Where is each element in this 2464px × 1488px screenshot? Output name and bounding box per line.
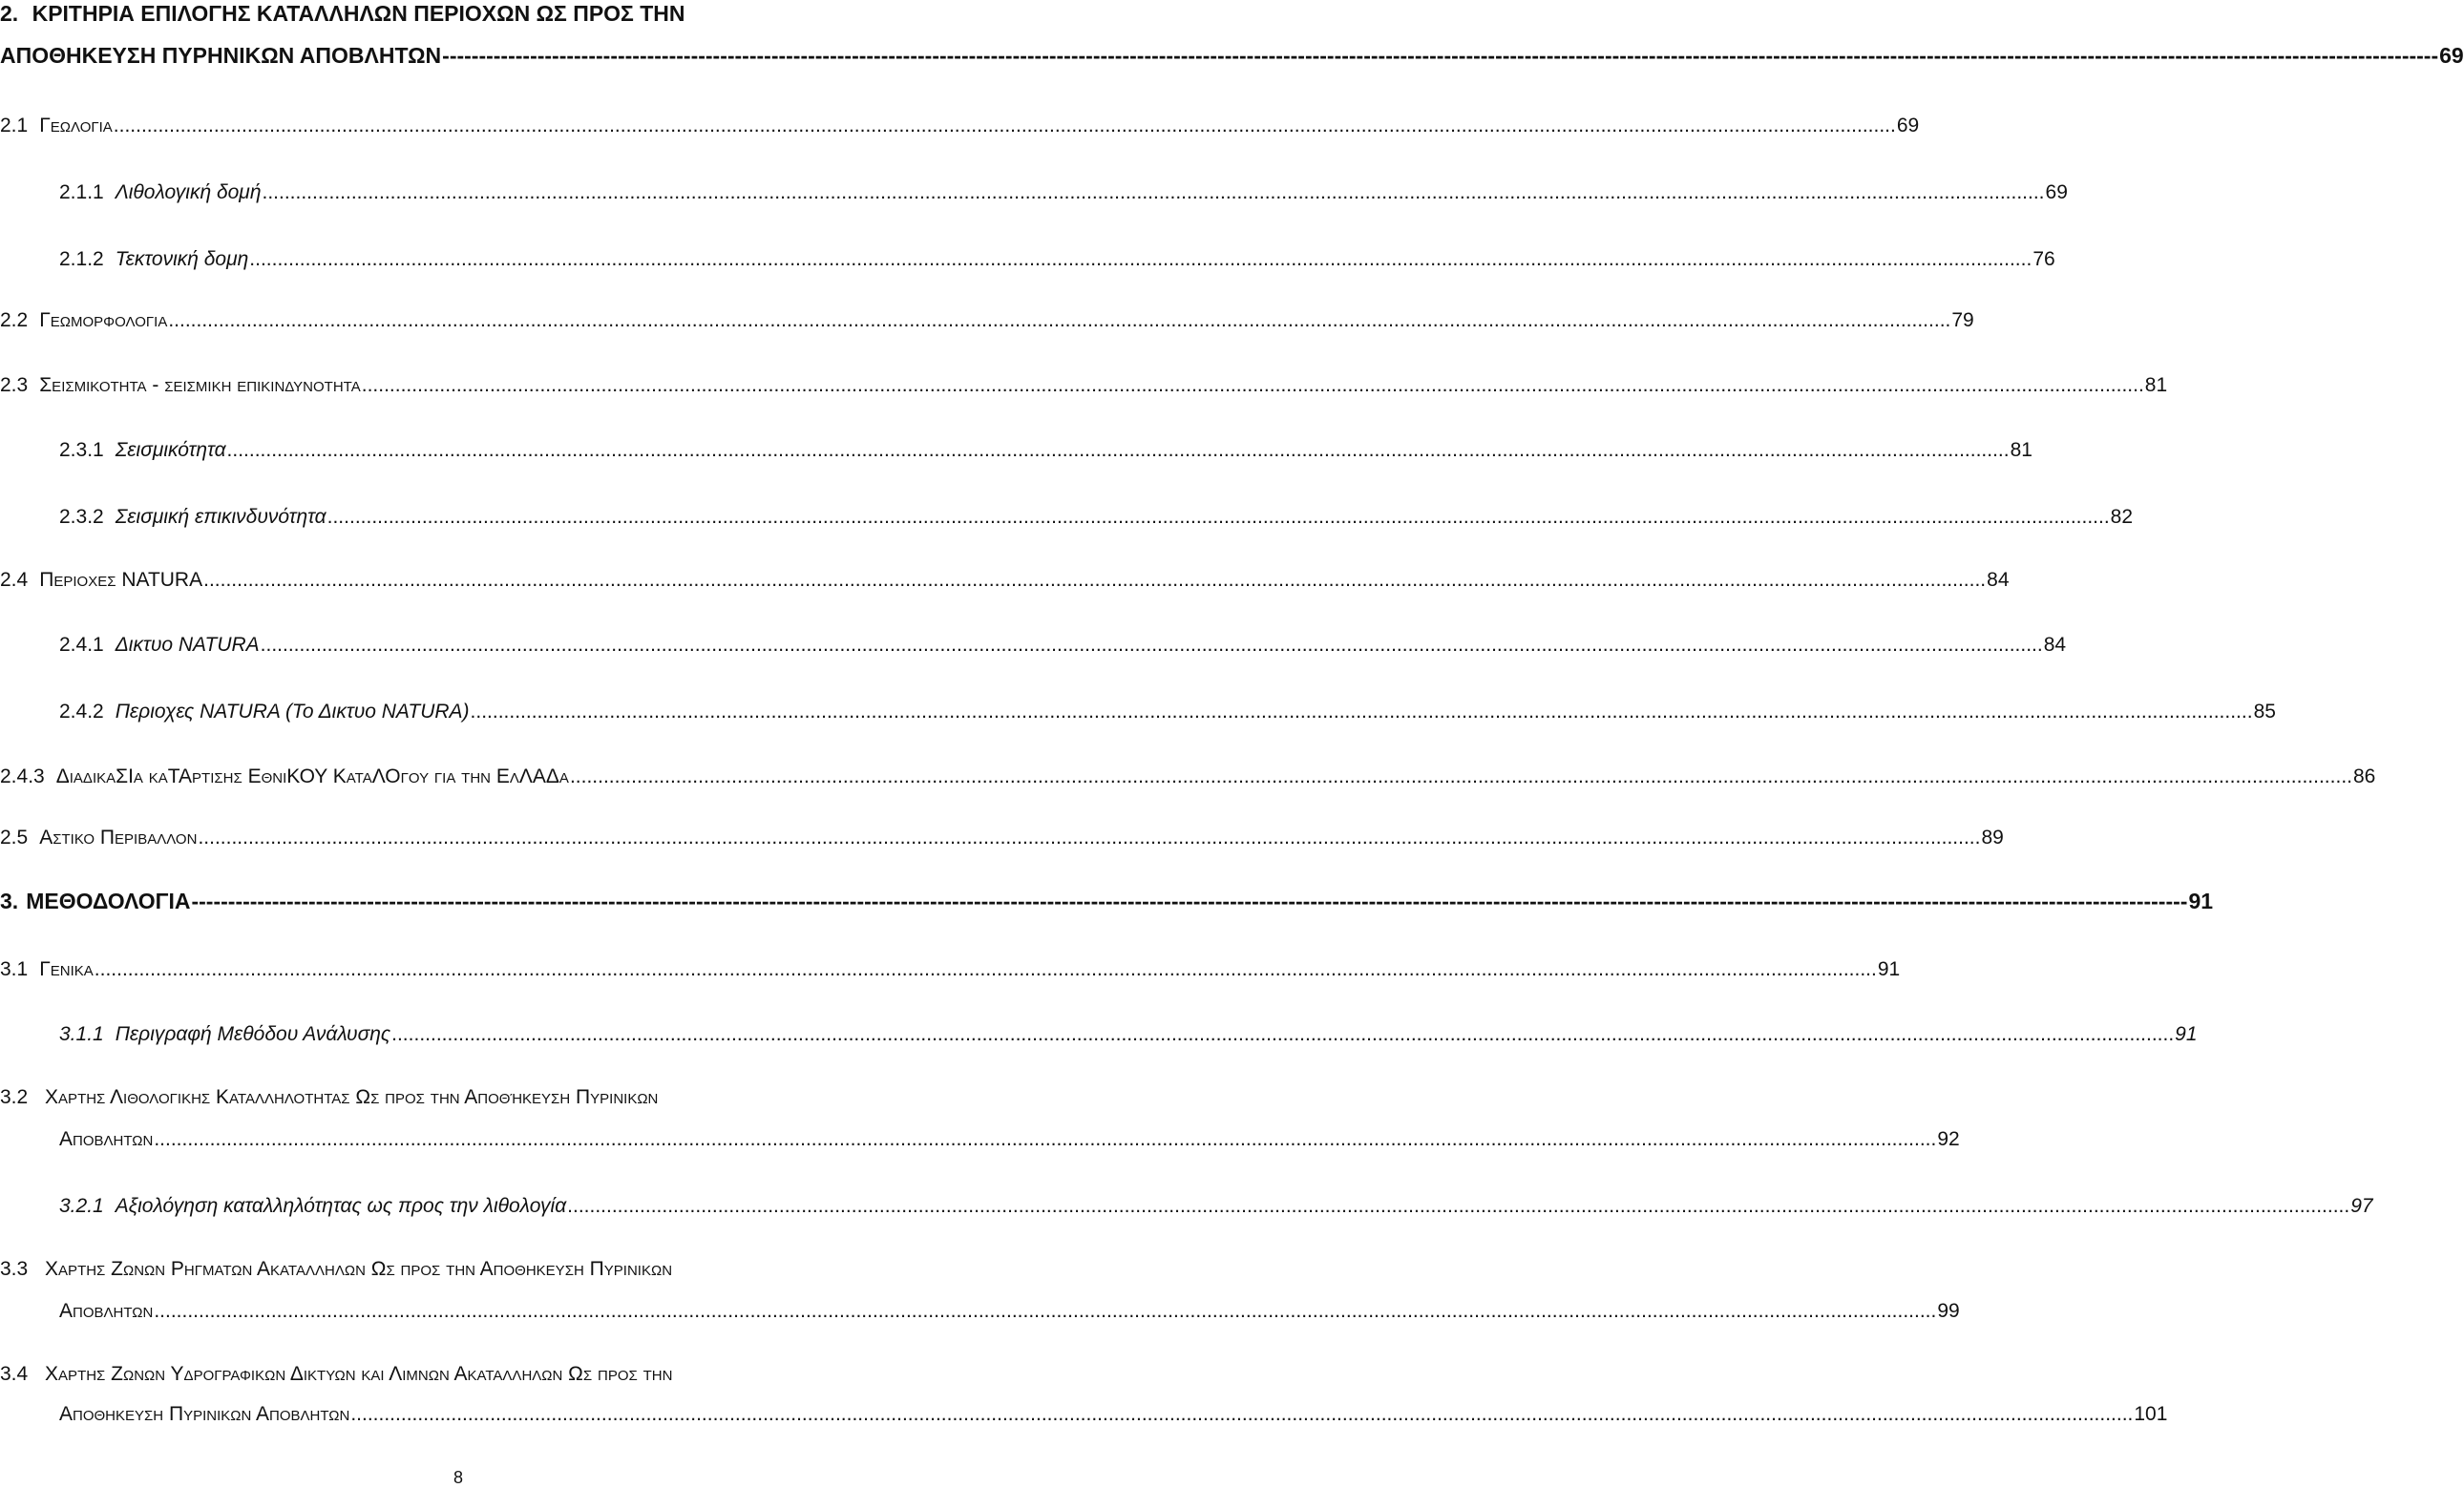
toc-entry-2-4-1[interactable]	[59, 632, 2067, 659]
toc-entry-page: 69	[2045, 181, 2068, 203]
toc-entry-page: 79	[1951, 309, 1974, 331]
toc-entry-number: 2.5	[0, 827, 29, 849]
toc-leader	[154, 1298, 1936, 1325]
toc-entry-title: ΔιαδικαΣΙα καΤΑρτισησ ΕθνιΚΟΥ ΚαταΛΟγου για την ΕλΛΑΔα	[55, 765, 569, 787]
toc-entry-3-2-1[interactable]	[59, 1193, 2373, 1220]
toc-entry-title-line2: Αποβλητων	[59, 1300, 154, 1322]
toc-entry-number: 3.4	[0, 1363, 29, 1385]
toc-leader	[154, 1126, 1936, 1153]
toc-leader	[262, 179, 2044, 206]
toc-leader	[168, 307, 1950, 334]
toc-leader	[471, 699, 2253, 725]
toc-entry-2-3-2[interactable]	[59, 504, 2134, 531]
toc-entry-page: 85	[2253, 701, 2276, 723]
toc-entry-page: 84	[1987, 569, 2010, 591]
toc-entry-2-5[interactable]	[0, 825, 2004, 851]
toc-entry-page: 81	[2010, 439, 2032, 461]
toc-entry-title: Περιοχεσ NATURA	[39, 569, 203, 591]
toc-leader	[567, 1193, 2349, 1220]
toc-entry-title: Αστικο Περιβαλλον	[39, 827, 198, 849]
toc-leader	[227, 437, 2010, 464]
chapter-2-number: 2.	[0, 1, 19, 26]
toc-leader	[198, 825, 1980, 851]
toc-entry-title-line2: Αποθηκευση Πυρινικων Αποβλητων	[59, 1403, 350, 1425]
toc-leader	[442, 42, 2438, 69]
toc-entry-3-4-line1[interactable]	[0, 1361, 909, 1388]
toc-entry-page: 69	[1896, 115, 1920, 136]
toc-entry-2-4[interactable]	[0, 567, 2010, 594]
toc-entry-3-1-1[interactable]	[59, 1021, 2198, 1048]
toc-entry-number: 2.3.1	[59, 439, 104, 461]
toc-entry-title: Αξιολόγηση καταλληλότητας ως προς την λιθολογία	[115, 1195, 567, 1217]
toc-entry-title: Γενικα	[39, 958, 94, 980]
toc-leader	[95, 956, 1877, 983]
toc-entry-number: 3.2.1	[59, 1195, 104, 1217]
toc-entry-2-4-2[interactable]	[59, 699, 2276, 725]
chapter-2-page: 69	[2439, 43, 2464, 68]
toc-leader	[203, 567, 1986, 594]
toc-entry-title: Σεισμική επικινδυνότητα	[115, 506, 326, 528]
chapter-2-title-line1: ΚΡΙΤΗΡΙΑ ΕΠΙΛΟΓΗΣ ΚΑΤΑΛΛΗΛΩΝ ΠΕΡΙΟΧΩΝ ΩΣ ΠΡΟΣ ΤΗΝ	[32, 1, 685, 26]
toc-entry-number: 3.1	[0, 958, 29, 980]
toc-entry-number: 2.1.2	[59, 248, 104, 270]
toc-entry-title-line1: Χαρτησ Λιθολογικησ Καταλληλοτητασ Ωσ προσ την Αποθήκευση Πυρινικων	[45, 1086, 659, 1108]
toc-leader	[261, 632, 2043, 659]
toc-leader	[350, 1401, 2133, 1428]
toc-leader	[570, 764, 2352, 790]
toc-entry-number: 2.2	[0, 309, 29, 331]
toc-entry-3-4-line2[interactable]	[59, 1401, 2168, 1428]
toc-entry-page: 97	[2350, 1195, 2373, 1217]
toc-leader	[191, 888, 2187, 914]
toc-entry-number: 3.3	[0, 1258, 29, 1280]
toc-entry-2-4-3[interactable]	[0, 764, 2376, 790]
toc-entry-3-3-line1[interactable]	[0, 1256, 909, 1283]
toc-entry-page: 76	[2032, 248, 2055, 270]
toc-entry-2-1-1[interactable]	[59, 179, 2068, 206]
toc-entry-3-2-line2[interactable]	[59, 1126, 1960, 1153]
chapter-2-heading-line1	[0, 0, 909, 27]
toc-entry-2-3-1[interactable]	[59, 437, 2032, 464]
toc-entry-number: 2.4.3	[0, 765, 45, 787]
toc-entry-title-line1: Χαρτησ Ζωνων Υδρογραφικων Δικτυων και Λιμνων Ακαταλληλων Ωσ προσ την	[45, 1363, 673, 1385]
chapter-3-title: ΜΕΘΟΔΟΛΟΓΙΑ	[26, 889, 191, 913]
toc-entry-number: 2.4.1	[59, 634, 104, 656]
toc-entry-title: Σεισμικοτητα - σεισμικη επικινδυνοτητα	[39, 374, 361, 396]
toc-entry-title: Περιγραφή Μεθόδου Ανάλυσης	[115, 1023, 391, 1045]
toc-entry-3-1[interactable]	[0, 956, 1901, 983]
toc-entry-2-1[interactable]	[0, 113, 1920, 139]
toc-leader	[391, 1021, 2174, 1048]
toc-entry-page: 101	[2134, 1403, 2168, 1425]
toc-entry-page: 91	[2175, 1023, 2198, 1045]
toc-entry-number: 2.4.2	[59, 701, 104, 723]
toc-leader	[362, 372, 2144, 399]
toc-entry-page: 82	[2110, 506, 2134, 528]
chapter-2-heading-line2[interactable]	[0, 42, 2464, 69]
chapter-3-heading[interactable]	[0, 888, 2214, 914]
toc-entry-title: Γεωμορφολογια	[39, 309, 168, 331]
toc-entry-title: Σεισμικότητα	[115, 439, 226, 461]
toc-entry-title-line1: Χαρτησ Ζωνων Ρηγματων Ακαταλληλων Ωσ προσ την Αποθηκευση Πυρινικων	[45, 1258, 673, 1280]
toc-leader	[327, 504, 2110, 531]
toc-entry-number: 3.1.1	[59, 1023, 104, 1045]
page-number: 8	[453, 1468, 463, 1487]
toc-entry-title: Λιθολογική δομή	[115, 181, 262, 203]
toc-entry-title: Δικτυο NATURA	[115, 634, 260, 656]
toc-entry-number: 2.1	[0, 115, 29, 136]
toc-entry-number: 2.3	[0, 374, 29, 396]
chapter-2-title-line2: ΑΠΟΘΗΚΕΥΣΗ ΠΥΡΗΝΙΚΩΝ ΑΠΟΒΛΗΤΩΝ	[0, 43, 442, 68]
toc-entry-2-3[interactable]	[0, 372, 2168, 399]
toc-entry-number: 2.4	[0, 569, 29, 591]
toc-entry-number: 2.3.2	[59, 506, 104, 528]
toc-entry-2-1-2[interactable]	[59, 246, 2055, 273]
toc-entry-title: Γεωλογια	[39, 115, 113, 136]
toc-entry-page: 81	[2144, 374, 2168, 396]
toc-entry-3-2-line1[interactable]	[0, 1084, 909, 1111]
toc-entry-page: 84	[2043, 634, 2067, 656]
toc-entry-number: 3.2	[0, 1086, 29, 1108]
toc-entry-title: Περιοχες NATURA (Το Δικτυο NATURA)	[115, 701, 470, 723]
toc-entry-title: Τεκτονική δομη	[115, 248, 249, 270]
toc-entry-3-3-line2[interactable]	[59, 1298, 1960, 1325]
toc-entry-page: 89	[1981, 827, 2004, 849]
toc-entry-page: 86	[2352, 765, 2376, 787]
chapter-3-page: 91	[2188, 889, 2214, 913]
toc-entry-2-2[interactable]	[0, 307, 1974, 334]
toc-entry-page: 92	[1937, 1128, 1960, 1150]
chapter-3-number: 3.	[0, 889, 19, 913]
toc-entry-title-line2: Αποβλητων	[59, 1128, 154, 1150]
toc-entry-page: 91	[1877, 958, 1901, 980]
toc-leader	[114, 113, 1896, 139]
toc-entry-page: 99	[1937, 1300, 1960, 1322]
toc-leader	[249, 246, 2032, 273]
toc-entry-number: 2.1.1	[59, 181, 104, 203]
